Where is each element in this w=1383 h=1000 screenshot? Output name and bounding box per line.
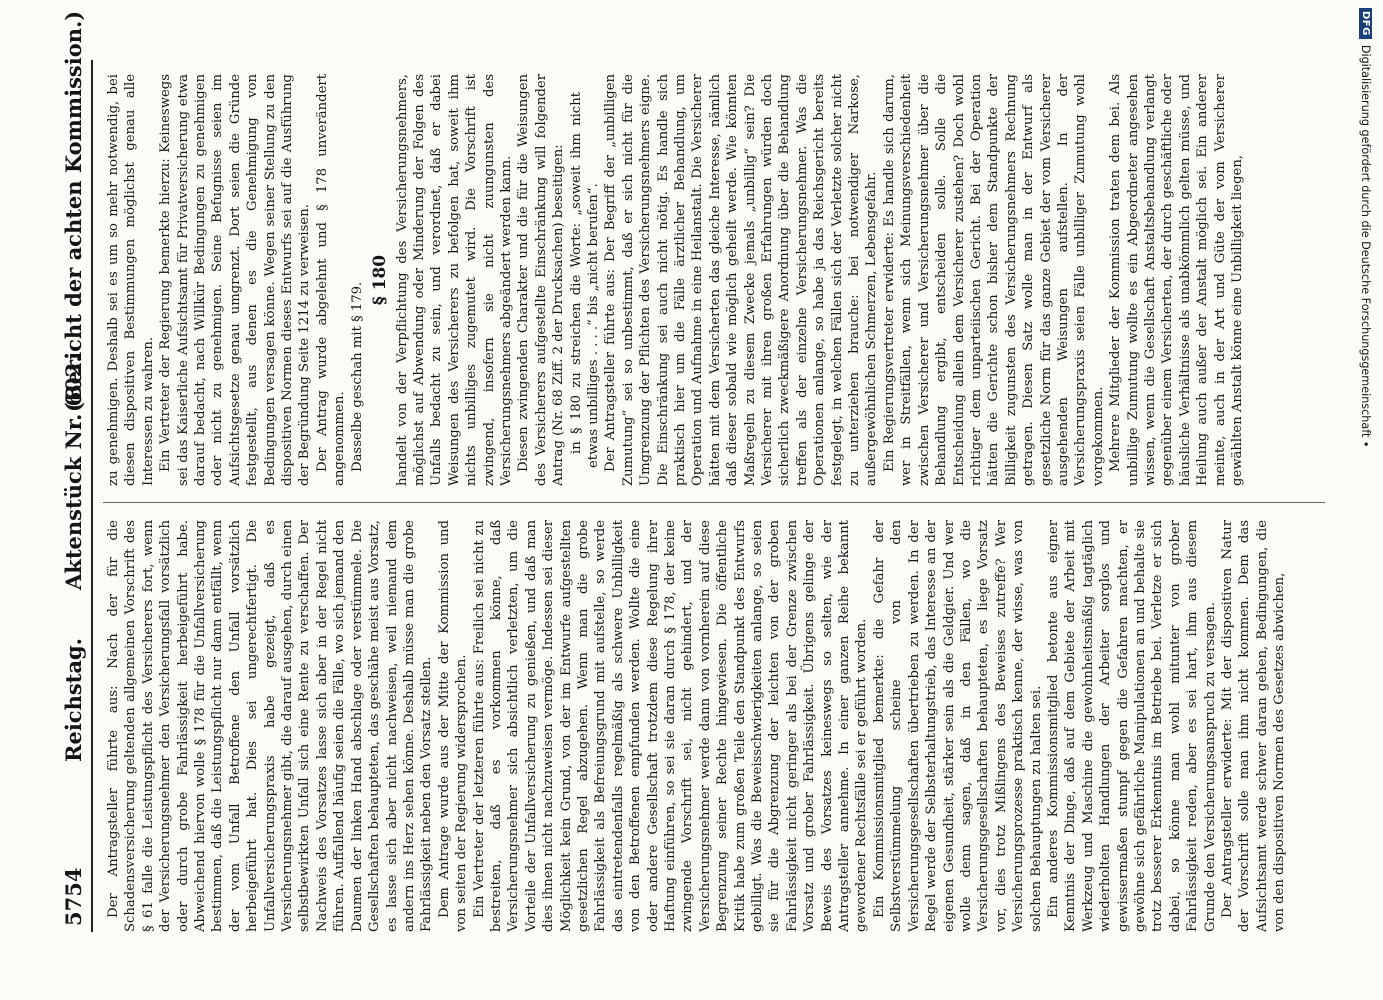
paragraph: Der Antragsteller führte aus: Der Begriff der „unbilligen Zumutung“ sei so unbestimmt, daß er sich nicht für die Umgrenzung der Pflichten des Versicherungsnehmers eigne. Die Einschränkung sei auch nicht nötig. Es handle sich praktisch hier um die Fälle ärztlicher Behandlung, um Operation und Aufnahme in eine Heilanstalt. Die Versicherer hätten mit dem Versicherten das gleiche Interesse, nämlich daß dieser sobald wie möglich geheilt werde. Wie könnten Maßregeln zu diesem Zwecke jemals „unbillig“ sein? Die Versicherer mit ihren großen Erfahrungen würden doch sicherlich zweckmäßigere Anordnung über die Behandlung treffen als der einzelne Versicherungsnehmer. Was die Operationen anlange, so habe ja das Reichsgericht bereits festgelegt, in welchen Fällen sich der Verletzte solcher nicht zu unterziehen brauche: bei notwendiger Narkose, außergewöhnlichen Schmerzen, Lebensgefahr. — [603, 74, 880, 486]
paragraph: Mehrere Mitglieder der Kommission traten dem bei. Als unbillige Zumutung wollte es ein Abgeordneter angesehen wissen, wenn die Gesellschaft Anstaltsbehandlung verlangt gegenüber einem Versicherten, der durch geschäftliche oder häusliche Verhältnisse als unabkömmlich gelten müsse, und Heilung auch außer der Anstalt möglich sei. Ein anderer meinte, auch in der Art und Güte der vom Versicherer gewählten Anstalt könne eine Unbilligkeit liegen, — [1108, 74, 1245, 486]
page-number: 5754 — [61, 867, 86, 926]
dfg-logo: DFG — [1360, 8, 1373, 39]
left-column — [105, 520, 1327, 932]
running-head-reichstag: Reichstag. — [61, 638, 86, 762]
paragraph: Ein Kommissionsmitglied bemerkte: die Gefahr der Selbstverstümmelung scheine von den Versicherungsgesellschaften übertrieben zu werden. In der Regel werde der Selbsterhaltungstrieb, das Interesse an der eigenen Gesundheit, stärker sein als die Geldgier. Und wer wolle denn sagen, daß in den Fällen, wo die Versicherungsgesellschaften behaupteten, es liege Vorsatz vor, dies trotz Mißlingens des Beweises zutreffe? Wer Versicherungsprozesse praktisch kenne, der wisse, was von solchen Behauptungen zu halten sei. — [871, 520, 1044, 932]
paragraph: Der Antrag wurde abgelehnt und § 178 unverändert angenommen. — [314, 74, 348, 486]
paragraph: Dem Antrage wurde aus der Mitte der Kommission und von seiten der Regierung widersprochen. — [436, 520, 470, 932]
paragraph: Der Antragsteller führte aus: Nach der für die Schadensversicherung geltenden allgemeinen Vorschrift des § 61 falle die Leistungspflicht des Versicherers fort, wenn der Versicherungsnehmer den Versicherungsfall vorsätzlich oder durch grobe Fahrlässigkeit herbeigeführt habe. Abweichend hiervon wolle § 178 für die Unfallversicherung bestimmen, daß die Leistungspflicht nur dann entfällt, wenn der vom Unfall Betroffene den Unfall vorsätzlich herbeigeführt hat. Dies sei ungerechtfertigt. Die Unfallversicherungspraxis habe gezeigt, daß es Versicherungsnehmer gibt, die darauf ausgehen, durch einen selbstbewirkten Unfall sich eine Rente zu verschaffen. Der Nachweis des Vorsatzes lasse sich aber in der Regel nicht führen. Auffallend häufig seien die Fälle, wo sich jemand den Daumen der linken Hand abschlage oder verstümmele. Die Gesellschaften behaupteten, das geschähe meist aus Vorsatz, es lasse sich aber nicht nachweisen, weil niemand dem andern ins Herz sehen könne. Deshalb müsse man die grobe Fahrlässigkeit neben den Vorsatz stellen. — [106, 520, 435, 932]
quoted-motion: in § 180 zu streichen die Worte: „soweit ihm nicht etwas unbilliges . . . .“ bis „nicht berufen“. — [568, 92, 601, 468]
paragraph: Diesen zwingenden Charakter und die für die Weisungen des Versicherers aufgestellte Einschränkung will folgender Antrag (Nr. 68 Ziff. 2 der Drucksachen) beseitigen: — [516, 74, 567, 486]
section-heading: § 180 — [370, 254, 391, 306]
paragraph: handelt von der Verpflichtung des Versicherungsnehmers, möglichst auf Abwendung oder Minderung der Folgen des Unfalls bedacht zu sein, und verordnet, daß er dabei Weisungen des Versicherers zu befolgen hat, soweit ihm nichts unbilliges zugemutet wird. Die Vorschrift ist zwingend, insofern sie nicht zuungunsten des Versicherungsnehmers abgeändert werden kann. — [394, 74, 514, 486]
paragraph: zu genehmigen. Deshalb sei es um so mehr notwendig, bei diesen dispositiven Bestimmungen möglichst genau alle Interessen zu wahren. — [106, 74, 156, 486]
digitization-note — [1341, 8, 1381, 648]
paragraph: Ein Regierungsvertreter erwiderte: Es handle sich darum, wer in Streitfällen, wenn sich Meinungsverschiedenheit zwischen Versicherer und Versicherungsnehmer über die Behandlung ergibt, entscheiden solle. Solle die Entscheidung allein dem Versicherer zustehen? Doch wohl richtiger dem unparteiischen Gericht. Bei der Operation hätten die Gerichte schon bisher dem Standpunkte der Billigkeit zugunsten des Versicherungsnehmers Rechnung getragen. Diesen Satz wolle man in der Entwurf als gesetzliche Norm für das ganze Gebiet der vom Versicherer ausgehenden Weisungen aufstellen. In der Versicherungspraxis seien Fälle unbilliger Zumutung wohl vorgekommen. — [881, 74, 1106, 486]
paragraph: Ein anderes Kommissionsmitglied betonte aus eigner Kenntnis der Dinge, daß auf dem Gebiete der Arbeit mit Werkzeug und Maschine die gewohnheitsmäßig tagtäglich wiederholten Handlungen der Arbeiter sorglos und gewissermaßen stumpf gegen die Gefahren machten, er gewöhne sich gefährliche Manipulationen an und behalte sie trotz besserer Erkenntnis im Betriebe bei. Verletze er sich dabei, so könne man wohl mitunter von grober Fahrlässigkeit reden, aber es sei hart, ihm aus diesem Grunde den Versicherungsanspruch zu versagen. — [1045, 520, 1218, 932]
right-column — [105, 74, 1327, 486]
paragraph: Ein Vertreter der Regierung bemerkte hierzu: Keineswegs sei das Kaiserliche Aufsichtsamt für Privatversicherung etwa darauf bedacht, nach Willkür Bedingungen zu genehmigen oder nicht zu genehmigen. Seine Befugnisse seien im Aufsichtsgesetze genau umgrenzt. Dort seien die Gründe festgestellt, aus denen es die Genehmigung von Bedingungen versagen könne. Wegen seiner Stellung zu den dispositiven Normen dieses Entwurfs sei auf die Ausführung der Begründung Seite 1214 zu verweisen. — [158, 74, 313, 486]
paragraph: Dasselbe geschah mit § 179. — [349, 281, 365, 472]
digitization-credit: Digitalisierung gefördert durch die Deutsche Forschungsgemeinschaft • — [1359, 44, 1373, 448]
document-number: Aktenstück Nr. 602. — [61, 355, 86, 590]
header-rule — [91, 60, 93, 932]
column-divider — [103, 502, 1325, 503]
rotated-page-content — [55, 10, 1335, 932]
report-title: (Bericht der achten Kommission.) — [61, 10, 86, 412]
paragraph: Ein Vertreter der letzteren führte aus: Freilich sei nicht zu bestreiten, daß es vorkommen könne, daß Versicherungsnehmer sich absichtlich verletzten, um die Vorteile der Unfallversicherung zu genießen, und daß man dies ihnen nicht nachzuweisen vermöge. Indessen sei dieser Möglichkeit kein Grund, von der im Entwurfe aufgestellten gesetzlichen Regel abzugehen. Wenn man die grobe Fahrlässigkeit als Befreiungsgrund mit aufstelle, so werde das eintretendenfalls regelmäßig als schwere Unbilligkeit von den Betroffenen empfunden werden. Wollte die eine oder andere Gesellschaft trotzdem diese Regelung ihrer Haftung einführen, so sei sie daran durch § 178, der keine zwingende Vorschrift sei, nicht gehindert, und der Versicherungsnehmer werde dann von vornherein auf diese Begrenzung seiner Rechte hingewiesen. Die öffentliche Kritik habe zum großen Teile den Standpunkt des Entwurfs gebilligt. Was die Beweisschwierigkeiten anlange, so seien sie für die Abgrenzung der leichten von der groben Fahrlässigkeit nicht geringer als bei der Grenze zwischen Vorsatz und grober Fahrlässigkeit. Übrigens gelinge der Beweis des Vorsatzes keineswegs so selten, wie der Antragsteller annehme. In einer ganzen Reihe bekannt gewordener Rechtsfälle sei er geführt worden. — [471, 520, 870, 932]
paragraph: Der Antragsteller erwiderte: Mit der dispositiven Natur der Vorschrift solle man ihm nicht kommen. Dem das Aufsichtsamt werde schwer daran gehen, Bedingungen, die von den dispositiven Normen des Gesetzes abwichen, — [1220, 520, 1288, 932]
